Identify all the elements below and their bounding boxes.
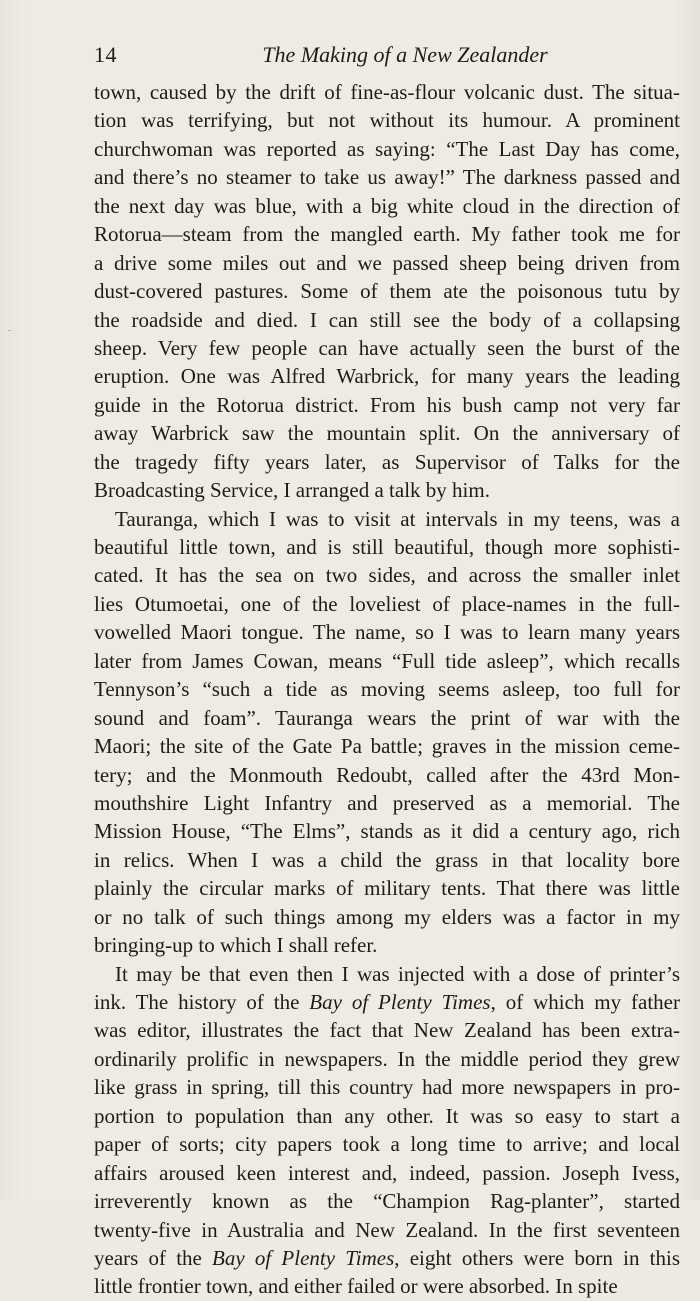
text-line: Tennyson’s “such a tide as moving seems asleep, too full for xyxy=(94,677,680,702)
text-line: cated. It has the sea on two sides, and across the smaller inlet xyxy=(94,563,680,588)
text-line: Tauranga, which I was to visit at intervals in my teens, was a xyxy=(115,506,680,531)
text-line: the next day was blue, with a big white cloud in the direction of xyxy=(94,193,680,218)
text-line: twenty-five in Australia and New Zealand. In the first seventeen xyxy=(94,1217,680,1242)
text-line: portion to population than any other. It was so easy to start a xyxy=(94,1103,680,1128)
text-line: beautiful little town, and is still beautiful, though more sophisti- xyxy=(94,535,680,559)
text-line: sound and foam”. Tauranga wears the print of war with the xyxy=(94,705,680,730)
text-line: sheep. Very few people can have actually seen the burst of the xyxy=(94,335,680,360)
text-line: tery; and the Monmouth Redoubt, called after the 43rd Mon- xyxy=(94,762,680,787)
text-line: tion was terrifying, but not without its humour. A prominent xyxy=(94,108,680,133)
text-line: like grass in spring, till this country had more newspapers in pro- xyxy=(94,1075,680,1100)
text-line: guide in the Rotorua district. From his bush camp not very far xyxy=(94,392,680,417)
page-number: 14 xyxy=(94,42,117,67)
paragraph xyxy=(94,960,680,1301)
text-line: Mission House, “The Elms”, stands as it did a century ago, rich xyxy=(94,819,680,844)
italic-title: Bay of Plenty Times xyxy=(309,990,491,1014)
paragraph xyxy=(94,505,680,960)
text-line: in relics. When I was a child the grass in that locality bore xyxy=(94,847,680,872)
running-title: The Making of a New Zealander xyxy=(262,42,548,67)
text-line: lies Otumoetai, one of the loveliest of place-names in the full- xyxy=(94,591,680,616)
text-line: little frontier town, and either failed or were absorbed. In spite xyxy=(94,1274,618,1299)
text-line: or no talk of such things among my elders was a factor in my xyxy=(94,904,680,929)
text-line: Broadcasting Service, I arranged a talk by him. xyxy=(94,478,490,503)
page-header xyxy=(94,42,680,74)
text-line: vowelled Maori tongue. The name, so I was to learn many years xyxy=(94,620,680,645)
text-line: Rotorua—steam from the mangled earth. My father took me for xyxy=(94,222,680,247)
text-line: ink. The history of the Bay of Plenty Times, of which my father xyxy=(94,990,680,1014)
text-line: years of the Bay of Plenty Times, eight others were born in this xyxy=(94,1245,680,1270)
text-line: mouthshire Light Infantry and preserved as a memorial. The xyxy=(94,790,680,815)
text-line: It may be that even then I was injected with a dose of printer’s xyxy=(115,961,680,986)
text-line: affairs aroused keen interest and, indeed, passion. Joseph Ivess, xyxy=(94,1160,680,1185)
text-line: a drive some miles out and we passed sheep being driven from xyxy=(94,250,680,275)
text-line: dust-covered pastures. Some of them ate the poisonous tutu by xyxy=(94,279,680,304)
text-line: churchwoman was reported as saying: “The Last Day has come, xyxy=(94,136,680,161)
paragraph xyxy=(94,78,680,505)
paper-speck xyxy=(8,330,11,331)
text-line: town, caused by the drift of fine-as-flour volcanic dust. The situa- xyxy=(94,80,680,104)
text-line: the roadside and died. I can still see the body of a collapsing xyxy=(94,307,680,332)
text-line: eruption. One was Alfred Warbrick, for many years the leading xyxy=(94,364,680,389)
text-line: ordinarily prolific in newspapers. In the middle period they grew xyxy=(94,1046,680,1071)
text-line: was editor, illustrates the fact that New Zealand has been extra- xyxy=(94,1018,680,1043)
text-line: and there’s no steamer to take us away!” The darkness passed and xyxy=(94,165,680,190)
text-line: plainly the circular marks of military tents. That there was little xyxy=(94,876,680,901)
text-line: irreverently known as the “Champion Rag-planter”, started xyxy=(94,1189,680,1214)
body-text xyxy=(94,78,680,1301)
text-line: later from James Cowan, means “Full tide asleep”, which recalls xyxy=(94,648,680,673)
text-line: paper of sorts; city papers took a long time to arrive; and local xyxy=(94,1132,680,1157)
text-line: away Warbrick saw the mountain split. On the anniversary of xyxy=(94,421,680,446)
text-line: bringing-up to which I shall refer. xyxy=(94,933,378,958)
italic-title: Bay of Plenty Times xyxy=(212,1245,395,1270)
text-line: the tragedy fifty years later, as Supervisor of Talks for the xyxy=(94,449,680,474)
text-line: Maori; the site of the Gate Pa battle; graves in the mission ceme- xyxy=(94,734,680,759)
